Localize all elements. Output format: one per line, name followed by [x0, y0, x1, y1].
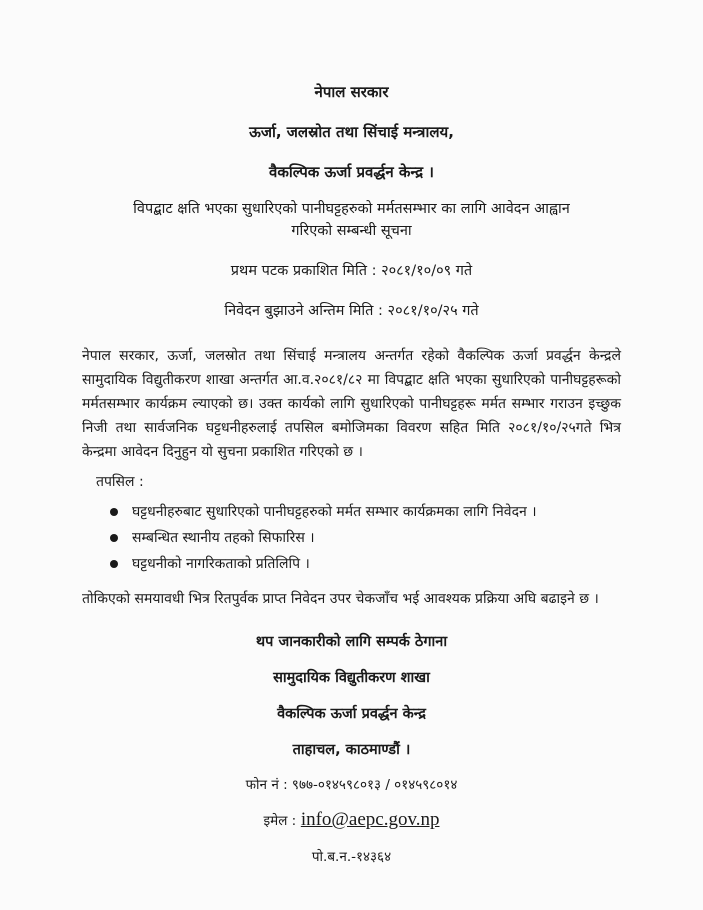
- contact-email-row: [82, 809, 621, 831]
- list-item: घट्टधनीको नागरिकताको प्रतिलिपि ।: [110, 551, 621, 577]
- contact-address: ताहाचल, काठमाण्डौं ।: [292, 742, 411, 758]
- government-title: नेपाल सरकार: [314, 83, 389, 101]
- deadline-date: निवेदन बुझाउने अन्तिम मिति : २०८१/१०/२५ गते: [224, 303, 479, 319]
- bullet-icon: [110, 508, 118, 516]
- po-box: पो.ब.न.-१४३६४: [311, 849, 392, 865]
- contact-branch: सामुदायिक विद्युतीकरण शाखा: [273, 670, 430, 686]
- contact-center: वैकल्पिक ऊर्जा प्रवर्द्धन केन्द्र: [277, 706, 426, 722]
- email-label: इमेल :: [263, 813, 297, 829]
- center-title: वैकल्पिक ऊर्जा प्रवर्द्धन केन्द्र ।: [269, 163, 434, 181]
- ministry-title: ऊर्जा, जलस्रोत तथा सिंचाई मन्त्रालय,: [249, 123, 454, 141]
- list-item: सम्बन्धित स्थानीय तहको सिफारिस ।: [110, 525, 621, 551]
- published-date: प्रथम पटक प्रकाशित मिति : २०८१/१०/०९ गते: [230, 263, 473, 279]
- tapasil-label: तपसिल :: [96, 474, 144, 490]
- closing-paragraph: तोकिएको समयावधी भित्र रितपुर्वक प्राप्त निवेदन उपर चेकजाँच भई आवश्यक प्रक्रिया अघि बढाइने छ ।: [82, 591, 599, 607]
- body-paragraph: नेपाल सरकार, ऊर्जा, जलस्रोत तथा सिंचाई मन्त्रालय अन्तर्गत रहेको वैकल्पिक ऊर्जा प्रवर्द्धन केन्द्रले सामुदायिक विद्युतीकरण शाखा अन्तर्गत आ.व.२०८१/८२ मा विपद्बाट क्षति भएका सुधारिएको पानीघट्टहरूको मर्मतसम्भार कार्यक्रम ल्याएको छ। उक्त कार्यको लागि सुधारिएको पानीघट्टहरू मर्मत सम्भार गराउन इच्छुक निजी तथा सार्वजनिक घट्टधनीहरुलाई तपसिल बमोजिमका विवरण सहित मिति २०८१/१०/२५गते भित्र केन्द्रमा आवेदन दिनुहुन यो सुचना प्रकाशित गरिएको छ ।: [82, 348, 621, 460]
- notice-subject: [88, 198, 615, 242]
- contact-phone: फोन नं : ९७७-०१४५९८०१३ / ०१४५९८०१४: [245, 777, 458, 793]
- subject-line-1: विपद्बाट क्षति भएका सुधारिएको पानीघट्टहरुको मर्मतसम्भार का लागि आवेदन आह्वान: [133, 201, 570, 217]
- contact-heading: थप जानकारीको लागि सम्पर्क ठेगाना: [255, 634, 448, 650]
- requirements-list: [82, 499, 621, 577]
- bullet-icon: [110, 560, 118, 568]
- subject-line-2: गरिएको सम्बन्धी सूचना: [291, 223, 412, 239]
- email-link[interactable]: info@aepc.gov.np: [300, 809, 440, 830]
- list-item: घट्टधनीहरुबाट सुधारिएको पानीघट्टहरुको मर्मत सम्भार कार्यक्रमका लागि निवेदन ।: [110, 499, 621, 525]
- bullet-icon: [110, 534, 118, 542]
